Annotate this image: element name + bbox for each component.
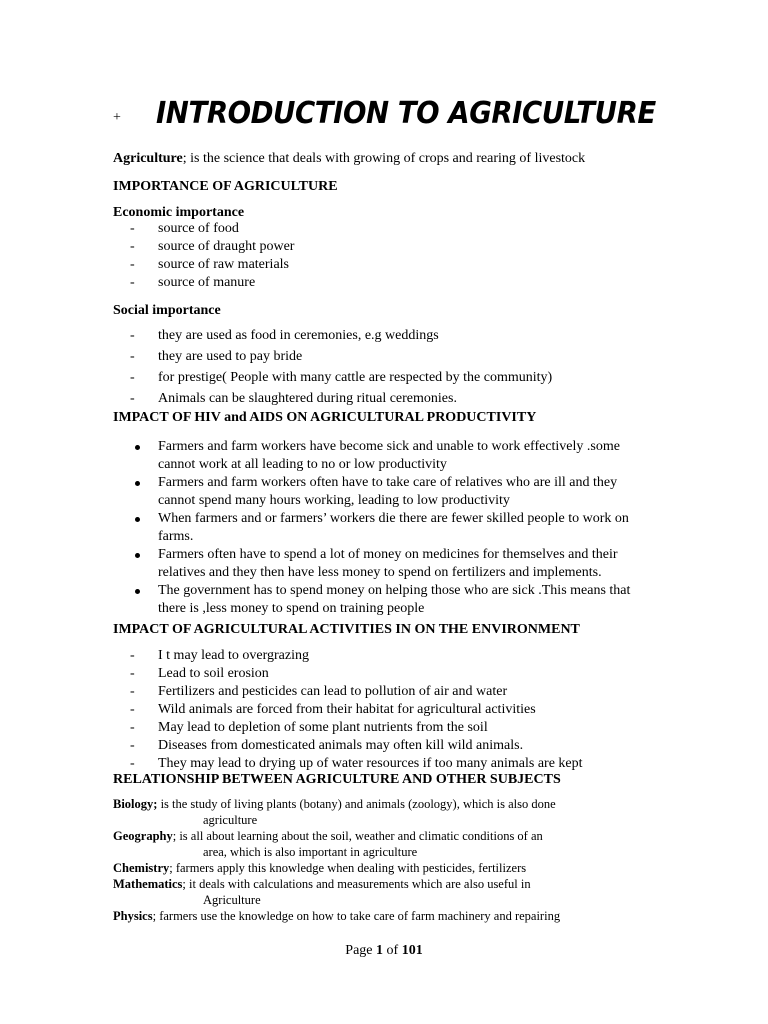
dash-marker: -	[130, 257, 135, 272]
relationship-heading: RELATIONSHIP BETWEEN AGRICULTURE AND OTHER SUBJECTS	[113, 772, 561, 787]
list-item: Geography; is all about learning about the soil, weather and climatic conditions of an	[113, 829, 543, 843]
current-page-number: 1	[376, 943, 384, 958]
list-item: - source of draught power	[130, 239, 295, 254]
dash-marker: -	[130, 738, 135, 753]
list-item: - Animals can be slaughtered during ritual ceremonies.	[130, 391, 457, 406]
list-item: - they are used as food in ceremonies, e.g weddings	[130, 328, 439, 343]
list-item: Farmers and farm workers have become sick and unable to work effectively .some cannot work at all leading to no or low productivity	[130, 438, 650, 474]
list-item: Biology; is the study of living plants (botany) and animals (zoology), which is also done	[113, 797, 556, 811]
list-item: - source of manure	[130, 275, 256, 290]
definition-term: Agriculture	[113, 151, 183, 166]
list-item-continuation: agriculture	[203, 813, 258, 827]
list-item: - for prestige( People with many cattle are respected by the community)	[130, 370, 553, 385]
total-pages: 101	[401, 943, 423, 958]
list-item: Physics; farmers use the knowledge on how to take care of farm machinery and repairing	[113, 909, 561, 923]
hiv-heading: IMPACT OF HIV and AIDS ON AGRICULTURAL PRODUCTIVITY	[113, 410, 537, 425]
list-item: - I t may lead to overgrazing	[130, 648, 309, 663]
dash-marker: -	[130, 756, 135, 771]
list-item: Mathematics; it deals with calculations and measurements which are also useful in	[113, 877, 531, 891]
list-item-continuation: area, which is also important in agriculture	[203, 845, 418, 859]
page-title: INTRODUCTION TO AGRICULTURE	[156, 96, 656, 131]
list-item: - Diseases from domesticated animals may often kill wild animals.	[130, 738, 524, 753]
hiv-list	[130, 438, 650, 618]
dash-marker: -	[130, 391, 135, 406]
definition-text: ; is the science that deals with growing of crops and rearing of livestock	[182, 151, 586, 166]
list-item: - Lead to soil erosion	[130, 666, 269, 681]
list-item: - they are used to pay bride	[130, 349, 303, 364]
social-list	[130, 327, 690, 411]
dash-marker: -	[130, 370, 135, 385]
title-row	[113, 96, 733, 136]
dash-marker: -	[130, 720, 135, 735]
list-item: - source of food	[130, 221, 239, 236]
plus-marker: +	[113, 110, 121, 125]
page-footer: Page 1 of 101	[345, 943, 423, 958]
list-item: - May lead to depletion of some plant nutrients from the soil	[130, 720, 488, 735]
list-item: - Wild animals are forced from their habitat for agricultural activities	[130, 702, 536, 717]
economic-list	[130, 220, 690, 292]
list-item-continuation: Agriculture	[203, 893, 261, 907]
list-item: - Fertilizers and pesticides can lead to pollution of air and water	[130, 684, 508, 699]
dash-marker: -	[130, 239, 135, 254]
relationship-list	[113, 796, 633, 924]
dash-marker: -	[130, 666, 135, 681]
list-item: Farmers often have to spend a lot of money on medicines for themselves and their relatives and they then have less money to spend on fertilizers and implements.	[130, 546, 650, 582]
environment-heading: IMPACT OF AGRICULTURAL ACTIVITIES IN ON THE ENVIRONMENT	[113, 622, 580, 637]
dash-marker: -	[130, 648, 135, 663]
dash-marker: -	[130, 349, 135, 364]
list-item: Chemistry; farmers apply this knowledge when dealing with pesticides, fertilizers	[113, 861, 527, 875]
bullet-icon	[135, 589, 140, 594]
dash-marker: -	[130, 702, 135, 717]
bullet-icon	[135, 517, 140, 522]
dash-marker: -	[130, 221, 135, 236]
list-item: When farmers and or farmers’ workers die there are fewer skilled people to work on farms.	[130, 510, 650, 546]
dash-marker: -	[130, 328, 135, 343]
list-item: The government has to spend money on helping those who are sick .This means that there is ,less money to spend on training people	[130, 582, 650, 618]
bullet-icon	[135, 481, 140, 486]
environment-list	[130, 647, 690, 773]
importance-heading: IMPORTANCE OF AGRICULTURE	[113, 179, 338, 194]
economic-heading: Economic importance	[113, 205, 245, 220]
list-item: Farmers and farm workers often have to take care of relatives who are ill and they cannot spend many hours working, leading to low productivity	[130, 474, 650, 510]
definition	[113, 150, 673, 168]
dash-marker: -	[130, 684, 135, 699]
bullet-icon	[135, 553, 140, 558]
social-heading: Social importance	[113, 303, 221, 318]
dash-marker: -	[130, 275, 135, 290]
list-item: - They may lead to drying up of water resources if too many animals are kept	[130, 756, 583, 771]
bullet-icon	[135, 445, 140, 450]
list-item: - source of raw materials	[130, 257, 289, 272]
